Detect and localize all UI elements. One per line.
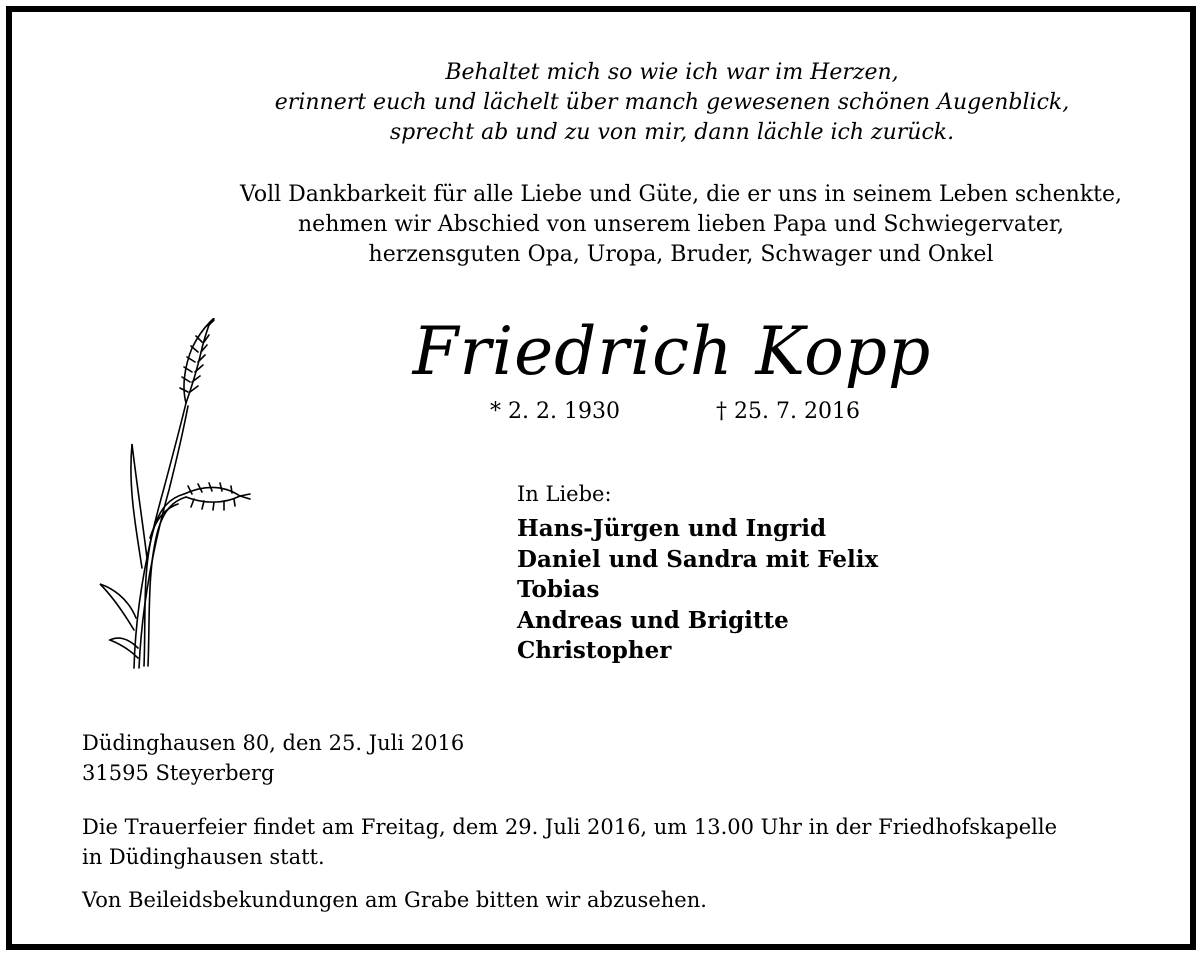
family-member: Hans-Jürgen und Ingrid: [517, 515, 827, 542]
family-member: Tobias: [517, 576, 600, 603]
poem-line: erinnert euch und lächelt über manch gewesenen schönen Augenblick,: [274, 90, 1070, 115]
family-list: [517, 514, 878, 667]
death-date: † 25. 7. 2016: [716, 399, 860, 424]
intro-text: [12, 180, 1200, 270]
address-block: [82, 728, 464, 788]
service-info: [82, 812, 1182, 872]
address-line: 31595 Steyerberg: [82, 761, 275, 785]
condolence-note: Von Beileidsbekundungen am Grabe bitten wir abzusehen.: [82, 888, 707, 912]
address-line: Düdinghausen 80, den 25. Juli 2016: [82, 731, 465, 755]
wheat-ears-icon: [92, 318, 252, 678]
intro-line: nehmen wir Abschied von unserem lieben Papa und Schwiegervater,: [298, 212, 1064, 237]
family-member: Andreas und Brigitte: [517, 606, 789, 634]
in-liebe-label: In Liebe:: [517, 482, 612, 506]
family-member: Daniel und Sandra mit Felix: [517, 545, 879, 573]
obituary-frame: [6, 6, 1196, 950]
family-member: Christopher: [517, 637, 672, 664]
poem: [12, 58, 1200, 148]
poem-line: sprecht ab und zu von mir, dann lächle ich zurück.: [389, 120, 955, 145]
birth-date: * 2. 2. 1930: [490, 399, 620, 424]
intro-line: Voll Dankbarkeit für alle Liebe und Güte, die er uns in seinem Leben schenkte,: [239, 182, 1123, 207]
deceased-name: Friedrich Kopp: [412, 313, 932, 390]
poem-line: Behaltet mich so wie ich war im Herzen,: [445, 60, 899, 85]
service-line: in Düdinghausen statt.: [82, 845, 325, 869]
service-line: Die Trauerfeier findet am Freitag, dem 29. Juli 2016, um 13.00 Uhr in der Friedhofskapelle: [82, 815, 1058, 839]
intro-line: herzensguten Opa, Uropa, Bruder, Schwager und Onkel: [368, 242, 994, 267]
